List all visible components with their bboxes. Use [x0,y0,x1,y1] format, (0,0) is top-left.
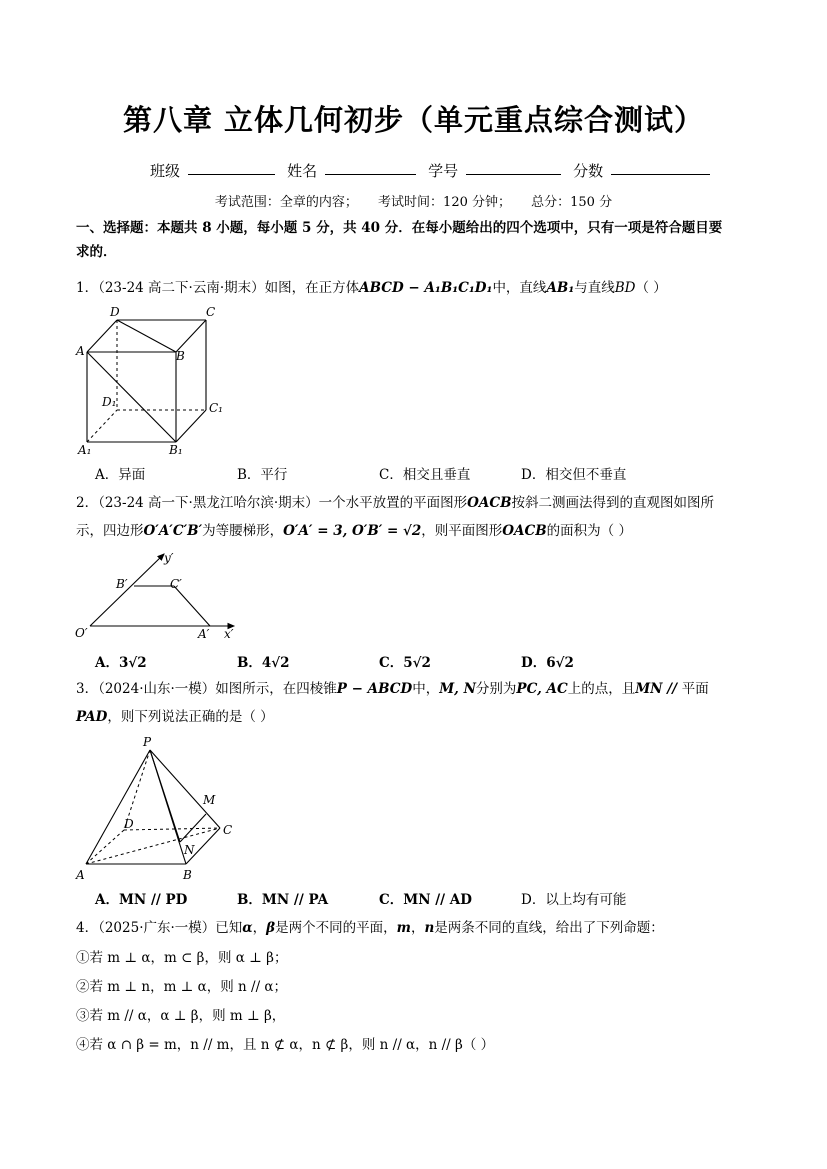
score-blank[interactable] [611,160,710,175]
cube-name: ABCD − A₁B₁C₁D₁ [359,280,493,296]
question-3-stem: 3．（2024·山东·一模）如图所示，在四棱锥P − ABCD中，M, N分别为PC, AC上的点，且MN // 平面 PAD，则下列说法正确的是（ ） [76,681,709,725]
pyr-label-p: P [143,735,152,749]
proposition-1: ①若 m ⊥ α，m ⊂ β，则 α ⊥ β； [76,950,288,966]
score-label: 分数 [573,162,604,180]
exam-time: 考试时间：120 分钟； [378,195,511,210]
question-2-stem: 2．（23-24 高一下·黑龙江哈尔滨·期末）一个水平放置的平面图形OACB按斜二测画法得到的直观图如图所 示，四边形O′A′C′B′为等腰梯形，O′A′ = 3, O′B′ = √2，则平面图形OACB的面积为（ ） [76,495,715,539]
proposition-3: ③若 m // α，α ⊥ β，则 m ⊥ β， [76,1008,286,1024]
trap-label-o: O′ [75,626,88,640]
number-blank[interactable] [466,160,561,175]
cube-label-b: B [176,349,185,363]
question-2-options [95,651,663,671]
q3-option-c[interactable]: C．MN // AD [379,892,472,908]
q3-option-d[interactable]: D．以上均有可能 [521,892,627,908]
question-4-propositions [76,944,756,1060]
q1-option-c[interactable]: C．相交且垂直 [379,467,471,483]
trap-label-b: B′ [116,577,128,591]
proposition-4: ④若 α ∩ β = m，n // m，且 n ⊄ α，n ⊄ β，则 n // α，n // β（ ） [76,1037,495,1053]
cube-label-a1: A₁ [78,443,92,457]
number-label: 学号 [428,162,459,180]
axis-label-y: y′ [164,551,174,565]
pyr-label-n: N [184,843,195,857]
q2-option-b[interactable]: B．4√2 [237,655,290,671]
q2-condition: O′A′ = 3, O′B′ = √2 [283,523,422,539]
q1-option-b[interactable]: B．平行 [237,467,288,483]
exam-scope: 考试范围：全章的内容； [214,195,358,210]
section-heading [76,216,756,264]
cube-label-a: A [76,344,85,358]
pyr-label-d: D [124,817,134,831]
q2-option-a[interactable]: A．3√2 [95,655,147,671]
q3-option-b[interactable]: B．MN // PA [237,892,329,908]
q1-option-a[interactable]: A．异面 [95,467,146,483]
student-fields [150,160,710,181]
name-blank[interactable] [325,160,416,175]
pyr-label-c: C [223,823,233,837]
cube-label-d1: D₁ [102,395,117,409]
trap-label-c: C′ [170,577,182,591]
q3-option-a[interactable]: A．MN // PD [95,892,188,908]
q1-option-d[interactable]: D．相交但不垂直 [521,467,627,483]
trap-label-a: A′ [198,627,210,641]
name-label: 姓名 [287,162,318,180]
page-title: 第八章 立体几何初步（单元重点综合测试） [122,103,705,137]
q2-option-d[interactable]: D．6√2 [521,655,574,671]
section-heading-line1: 一、选择题：本题共 8 小题，每小题 5 分，共 40 分．在每小题给出的四个选项中，只有一项是符合题目要 [76,220,723,236]
pyr-label-b: B [183,868,192,882]
section-heading-line2: 求的． [76,244,117,260]
cube-label-c1: C₁ [209,401,223,415]
cube-label-c: C [206,305,216,319]
exam-info [0,191,827,210]
question-1-options [95,463,663,483]
q2-option-c[interactable]: C．5√2 [379,655,431,671]
pyr-label-m: M [203,793,216,807]
pyramid-figure [72,734,247,884]
cube-label-b1: B₁ [169,443,183,457]
class-label: 班级 [150,162,181,180]
cube-figure [72,302,232,460]
question-4-stem: 4．（2025·广东·一模）已知α，β是两个不同的平面，m，n是两条不同的直线，给出了下列命题： [76,920,664,936]
question-1-stem: 1．（23-24 高二下·云南·期末）如图，在正方体ABCD − A₁B₁C₁D₁中，直线AB₁与直线BD（ ） [76,280,667,296]
proposition-2: ②若 m ⊥ n，m ⊥ α，则 n // α； [76,979,288,995]
axis-label-x: x′ [224,627,234,641]
cube-label-d: D [110,305,120,319]
class-blank[interactable] [188,160,275,175]
question-3-options [95,888,663,908]
trapezoid-figure [72,548,247,646]
exam-total: 总分：150 分 [531,195,613,210]
pyr-label-a: A [76,868,85,882]
